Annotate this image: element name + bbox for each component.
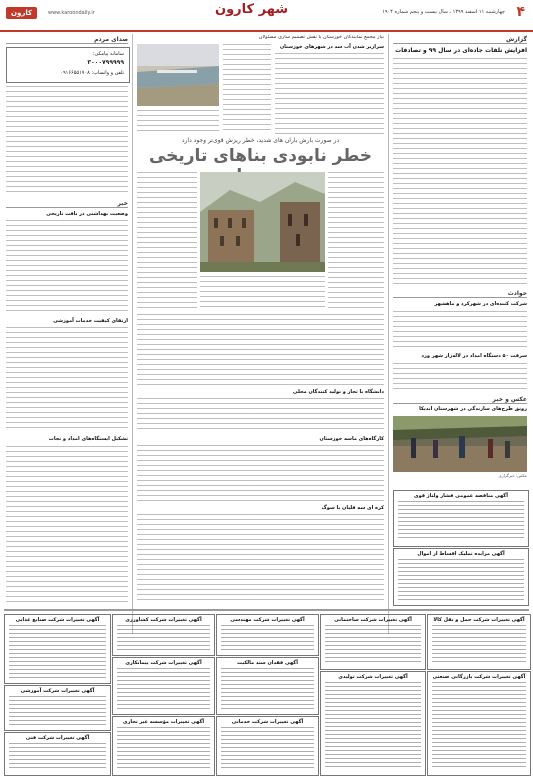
ad-body [398,501,524,541]
ad-box [216,614,319,656]
letters-body [6,86,128,196]
ad-body [117,727,210,771]
ad-box [112,614,215,656]
ad-title: آگهی تغییرات شرکت آموزشی [20,688,95,694]
story1-headline: وضعیت بهداشتی در بافت تاریخی [46,211,128,217]
ad-box [427,671,531,776]
headline-right: افزایش تلفات جاده‌ای در سال ۹۹ و تصادفات [395,47,527,54]
ad-title: آگهی تغییرات شرکت خدماتی [231,719,304,725]
logo: کارون [6,7,37,19]
article-body [275,53,384,134]
ad-title: آگهی تغییرات شرکت صنایع غذایی [15,617,100,623]
ad-body [221,625,314,651]
ad-body [117,625,210,651]
ad-box [320,671,426,776]
ad-body [221,727,314,771]
ad-title: آگهی فقدان سند مالکیت [237,660,298,666]
ad-box [4,685,111,731]
article-body [328,172,384,310]
ad-box [427,614,531,670]
hotline-number[interactable]: ۳۰۰۰۷۹۹۹۹۹ [87,59,124,66]
section-gozaresh: گزارش [393,36,527,44]
ad-body [432,625,526,665]
article-body [137,172,197,310]
section-aks-khabar: عکس و خبر [393,396,527,404]
story3-headline: تشکیل ایستگاه‌های امداد و نجات [48,436,128,442]
ad-box [112,657,215,715]
sub2-headline: کارگاه‌های ماسه خوزستان [319,436,384,442]
ad-title: آگهی مناقصه عمومی فشار ولتاژ قوی [414,493,508,499]
ad-body [325,682,421,770]
ad-box [320,614,426,670]
date-line: چهارشنبه ۱۱ اسفند ۱۳۹۹ ـ سال بیست و پنجم شماره ۱۹۰۴ [382,9,505,15]
ad-body [221,668,314,710]
sub3-headline: کره ای سه قلیان با سوگ [321,505,384,511]
ad-box [393,490,529,547]
ad-title: آگهی تغییرات شرکت حمل و نقل کالا [433,617,525,623]
page-number: ۴ [516,4,525,20]
ad-title: آگهی تغییرات شرکت بازرگانی صنعتی [432,674,526,680]
article-body [137,445,384,501]
flood-photo [137,44,219,106]
article-body [223,44,271,134]
article-body [393,311,527,351]
section-hadese: حوادث [393,290,527,298]
ad-body [117,668,210,710]
ad-body [432,682,526,770]
article-body [137,514,384,602]
column-divider [388,34,389,634]
ad-title: آگهی تغییرات شرکت ساختمانی [334,617,412,623]
ad-body [398,559,524,601]
article-body [137,110,219,134]
photo-headline: رونق طرح‌های سازندگی در شهرستان اندیکا [419,406,527,412]
article-body [393,363,527,393]
ad-body [9,743,106,771]
article-body [200,276,325,310]
sub1-headline: دانشگاه با تجار و تولید کنندگان محلی [292,389,384,395]
news-photo [393,416,527,472]
masthead: شهر کارون [215,2,289,17]
article-body [6,327,128,432]
hadese-headline: شرکت کننده‌ای در شهرکرد و ماهشهر [434,301,527,307]
whatsapp-number[interactable]: تلفن و واتساپ: ۰۹۱۶۶۵۵۱۷۰۸ [60,70,124,76]
ads-divider [4,609,529,611]
historic-building-photo [200,172,325,272]
top-strip: نیاز مجمع نمایندگان خوزستان با نقش تصمیم سازی مسئولان [258,35,384,40]
website[interactable]: www.karoondaily.ir [48,10,95,16]
section-sedaye-mardom: صدای مردم [6,36,128,44]
main-headline: خطر نابودی بناهای تاریخی [148,146,373,166]
hotline-label: سامانه پیامکی: [92,51,124,57]
article-body [137,398,384,432]
ad-box [216,716,319,776]
article-body [393,58,527,286]
top-headline: سرازیر شدن آب سد در شهرهای خوزستان [279,44,384,50]
ad-title: آگهی تغییرات شرکت مهندسی [230,617,305,623]
article-body [137,314,384,386]
ad-title: آگهی تغییرات شرکت کشاورزی [125,617,202,623]
kicker: در صورت بارش باران های شدید، خطر ریزش قوی‌تر وجود دارد [181,137,340,144]
ad-box [4,732,111,776]
ad-title: آگهی تغییرات مؤسسه غیر تجاری [122,719,205,725]
ad-title: آگهی مزایده تملیک اقساط از اموال [417,551,505,557]
story2-headline: ارتقای کیفیت خدمات آموزشی [53,318,128,324]
hadese-sub: سرقت ۵۰ دستگاه امداد در لاله‌زار شهر ورد [421,353,527,359]
ad-body [9,625,106,679]
ad-box [216,657,319,715]
ad-title: آگهی تغییرات شرکت تولیدی [338,674,408,680]
ad-title: آگهی تغییرات شرکت فنی [25,735,90,741]
ad-box [112,716,215,776]
ad-body [325,625,421,665]
ad-title: آگهی تغییرات شرکت پیمانکاری [125,660,202,666]
article-body [6,446,128,606]
ad-box [4,614,111,684]
ad-box [393,548,529,606]
column-divider [132,34,133,634]
section-khabar: خبر [6,200,128,208]
photo-credit: عکس: خبرگزاری [498,473,527,478]
ad-body [9,696,106,726]
article-body [6,220,128,315]
